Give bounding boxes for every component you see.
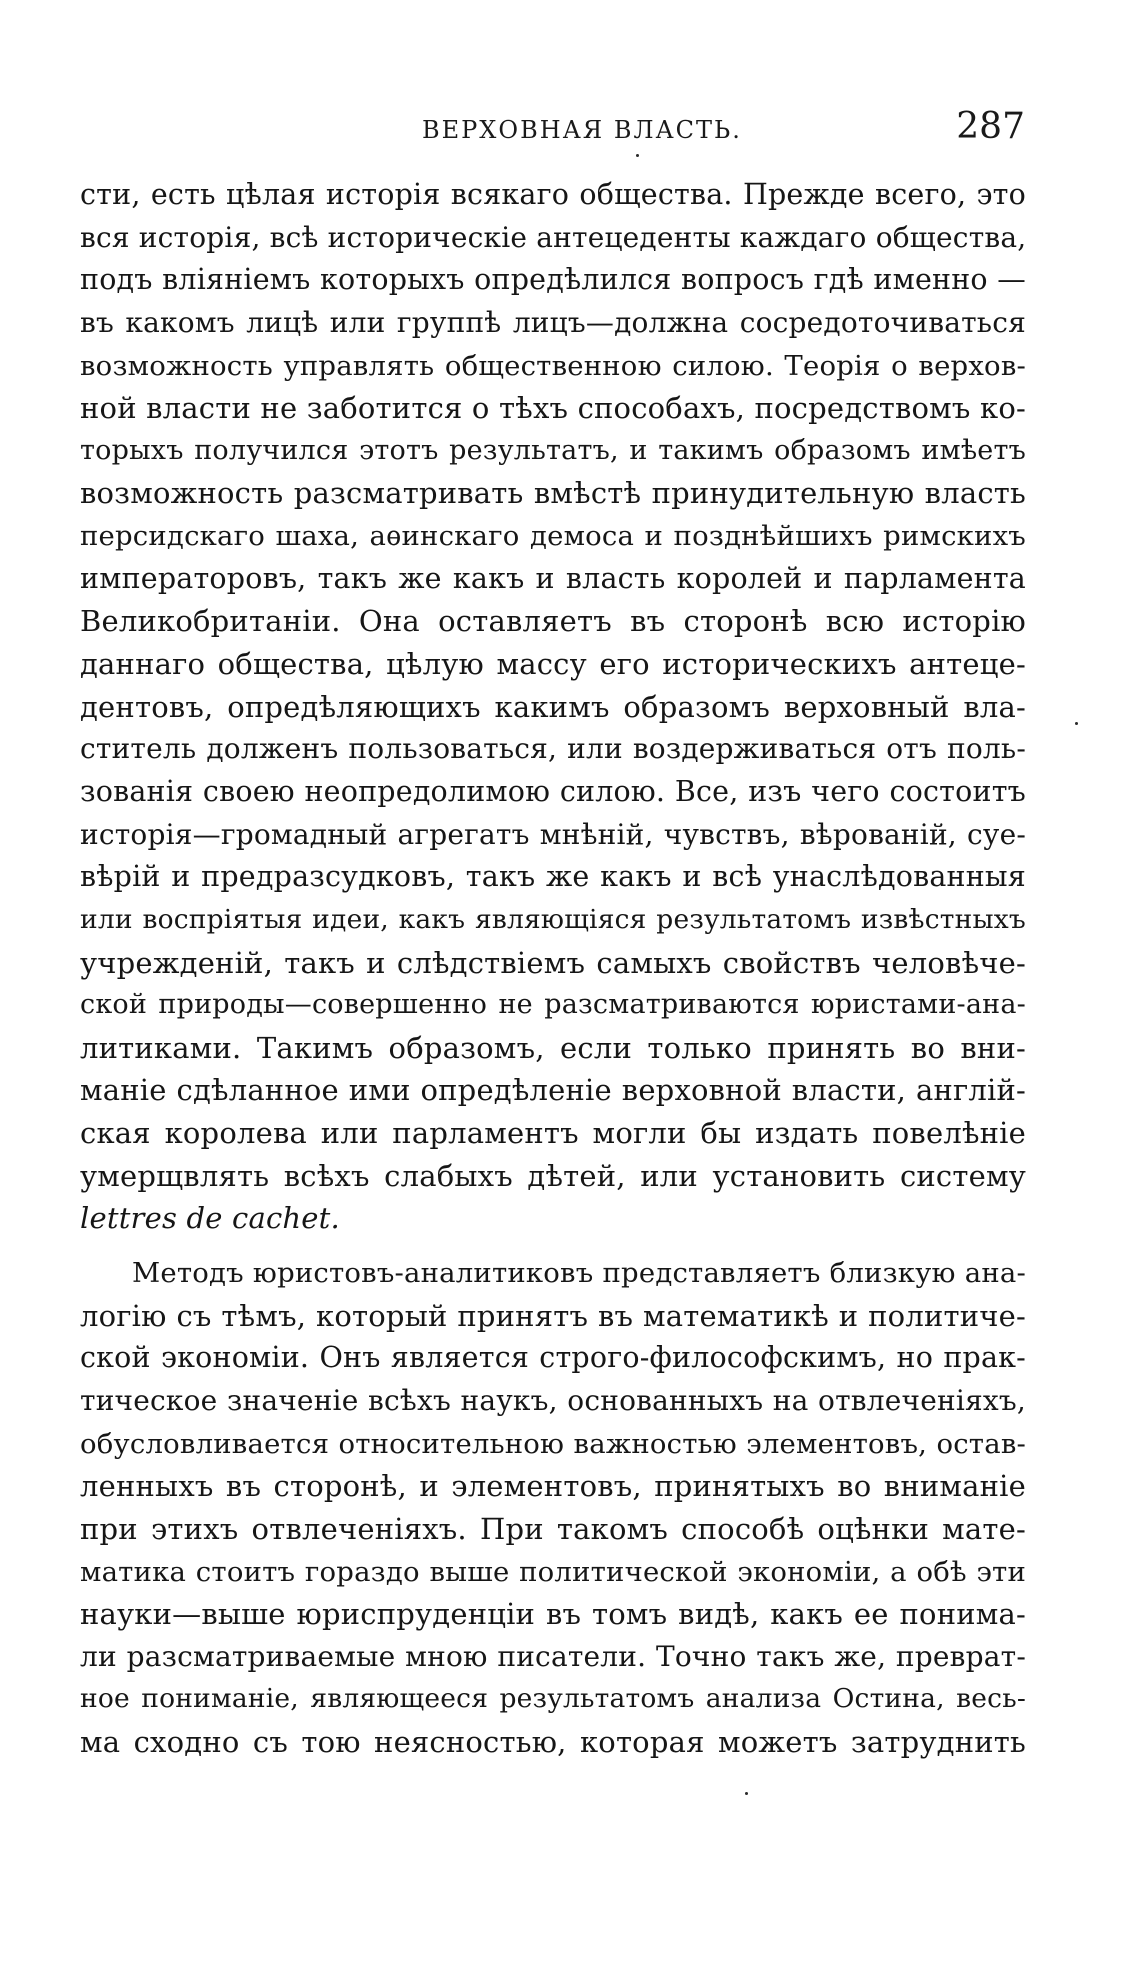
text-line: персидскаго шаха, аѳинскаго демоса и позднѣйшихъ римскихъ <box>80 520 1026 553</box>
text-line: при этихъ отвлеченіяхъ. При такомъ способѣ оцѣнки мате- <box>80 1511 1026 1546</box>
text-line: императоровъ, такъ же какъ и власть королей и парламента <box>80 561 1026 595</box>
text-line: обусловливается относительною важностью элементовъ, остав- <box>80 1427 1026 1460</box>
text-line: ма сходно съ тою неясностью, которая можетъ затруднить <box>80 1725 1026 1760</box>
print-speck <box>1075 722 1078 725</box>
text-line: литиками. Такимъ образомъ, если только принять во вни- <box>80 1030 1026 1065</box>
paragraph-gap <box>80 1240 1026 1252</box>
print-speck <box>745 1792 748 1795</box>
page-number: 287 <box>956 106 1025 147</box>
text-line: ной власти не заботится о тѣхъ способахъ, посредствомъ ко- <box>80 391 1026 426</box>
text-line: Методъ юристовъ-аналитиковъ представляетъ близкую ана- <box>132 1257 1026 1290</box>
text-line: исторія—громадный агрегатъ мнѣній, чувствъ, вѣрованій, суе- <box>80 817 1026 851</box>
text-line: ли разсматриваемые мною писатели. Точно такъ же, преврат- <box>80 1639 1026 1673</box>
text-line: ская королева или парламентъ могли бы издать повелѣніе <box>80 1116 1026 1151</box>
print-speck <box>636 154 639 157</box>
text-line: сти, есть цѣлая исторія всякаго общества. Прежде всего, это <box>80 178 1026 211</box>
text-line: ской природы—совершенно не разсматриваются юристами-ана- <box>80 989 1026 1021</box>
text-line: даннаго общества, цѣлую массу его историческихъ антеце- <box>80 647 1026 682</box>
text-line: вся исторія, всѣ историческіе антецеденты каждаго общества, <box>80 220 1026 254</box>
paragraph-1 <box>80 174 1026 1240</box>
text-line: въ какомъ лицѣ или группѣ лицъ—должна сосредоточиваться <box>80 305 1026 339</box>
text-line: умерщвлять всѣхъ слабыхъ дѣтей, или установить систему <box>80 1158 1026 1193</box>
running-title: ВЕРХОВНАЯ ВЛАСТЬ. <box>422 116 742 144</box>
paragraph-2 <box>80 1252 1026 1764</box>
page-header <box>80 106 1025 150</box>
text-line: ститель долженъ пользоваться, или воздерживаться отъ поль- <box>80 732 1026 766</box>
text-line: возможность управлять общественною силою. Теорія о верхов- <box>80 349 1026 382</box>
text-line: учрежденій, такъ и слѣдствіемъ самыхъ свойствъ человѣче- <box>80 945 1026 980</box>
text-line: науки—выше юриспруденціи въ томъ видѣ, какъ ее понима- <box>80 1597 1026 1632</box>
text-line: Великобританіи. Она оставляетъ въ сторонѣ всю исторію <box>80 604 1026 639</box>
text-line: вѣрій и предразсудковъ, такъ же какъ и всѣ унаслѣдованныя <box>80 860 1026 894</box>
text-line: ное пониманіе, являющееся результатомъ анализа Остина, весь- <box>80 1683 1026 1715</box>
text-line: тическое значеніе всѣхъ наукъ, основанныхъ на отвлеченіяхъ, <box>80 1383 1026 1417</box>
text-line: возможность разсматривать вмѣстѣ принудительную власть <box>80 476 1026 511</box>
text-line: подъ вліяніемъ которыхъ опредѣлился вопросъ гдѣ именно — <box>80 263 1026 297</box>
text-line: ской экономіи. Онъ является строго-философскимъ, но прак- <box>80 1341 1026 1375</box>
text-line: дентовъ, опредѣляющихъ какимъ образомъ верховный вла- <box>80 689 1026 724</box>
text-line: маніе сдѣланное ими опредѣленіе верховной власти, англій- <box>80 1073 1026 1108</box>
text-line: ленныхъ въ сторонѣ, и элементовъ, принятыхъ во вниманіе <box>80 1469 1026 1504</box>
italic-line: lettres de cachet. <box>80 1201 340 1236</box>
body-text <box>80 174 1026 1764</box>
text-line: матика стоитъ гораздо выше политической экономіи, а обѣ эти <box>80 1555 1026 1588</box>
text-line: зованія своею неопредолимою силою. Все, изъ чего состоитъ <box>80 774 1026 808</box>
text-line: торыхъ получился этотъ результатъ, и такимъ образомъ имѣетъ <box>80 434 1026 466</box>
text-line: логію съ тѣмъ, который принятъ въ математикѣ и политиче- <box>80 1298 1026 1333</box>
text-line: или воспріятыя идеи, какъ являющіяся результатомъ извѣстныхъ <box>80 903 1026 935</box>
